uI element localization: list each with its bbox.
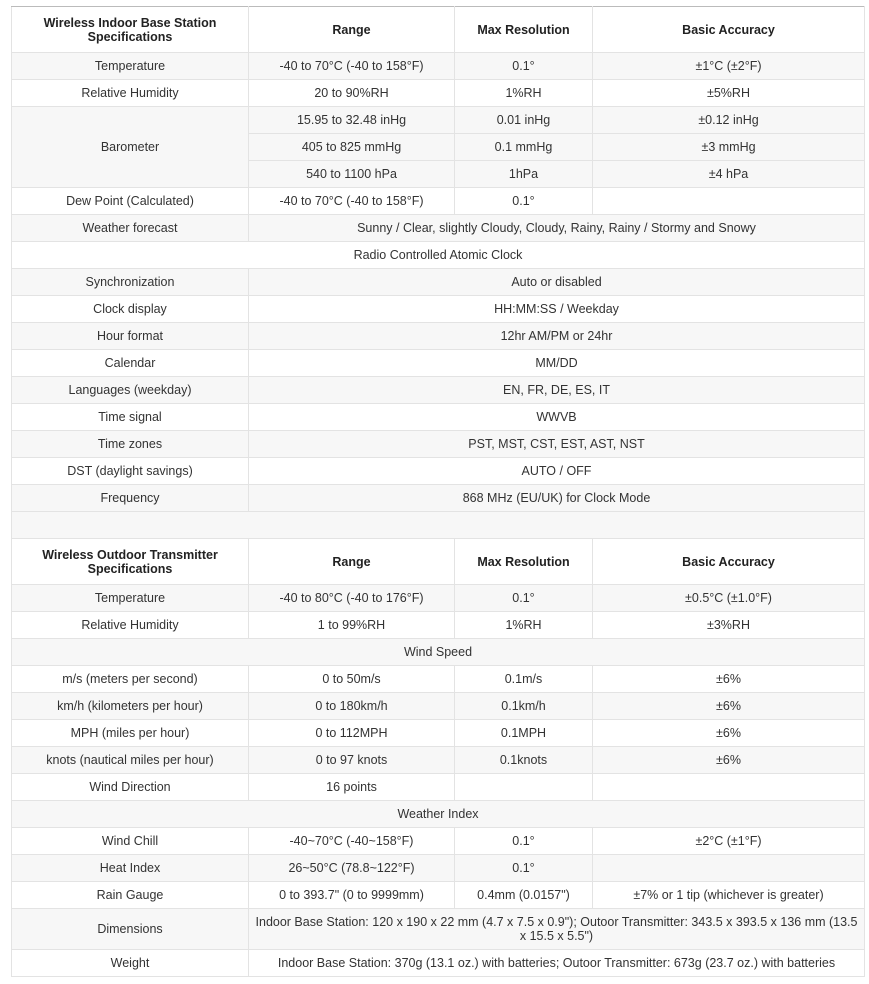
range-cell: -40~70°C (-40~158°F) — [249, 828, 455, 855]
specifications-table — [11, 6, 865, 977]
value-cell: Indoor Base Station: 120 x 190 x 22 mm (4.7 x 7.5 x 0.9"); Outoor Transmitter: 343.5 x 393.5 x 136 mm (13.5 x 15.5 x 5.5") — [249, 909, 865, 950]
section-row — [12, 242, 865, 269]
table-row — [12, 350, 865, 377]
value-cell: Auto or disabled — [249, 269, 865, 296]
accuracy-cell: ±2°C (±1°F) — [593, 828, 865, 855]
section-row — [12, 801, 865, 828]
row-label: Temperature — [12, 585, 249, 612]
row-label: Dimensions — [12, 909, 249, 950]
table-row — [12, 774, 865, 801]
row-label: m/s (meters per second) — [12, 666, 249, 693]
value-cell: Indoor Base Station: 370g (13.1 oz.) with batteries; Outoor Transmitter: 673g (23.7 oz.) with batteries — [249, 950, 865, 977]
range-header: Range — [249, 7, 455, 53]
value-cell: HH:MM:SS / Weekday — [249, 296, 865, 323]
empty-cell — [12, 512, 865, 539]
table-row — [12, 107, 865, 134]
range-cell: 26~50°C (78.8~122°F) — [249, 855, 455, 882]
accuracy-header: Basic Accuracy — [593, 539, 865, 585]
row-label: Dew Point (Calculated) — [12, 188, 249, 215]
range-cell: 1 to 99%RH — [249, 612, 455, 639]
value-cell: PST, MST, CST, EST, AST, NST — [249, 431, 865, 458]
spec-sheet — [11, 6, 864, 977]
resolution-cell: 0.4mm (0.0157") — [455, 882, 593, 909]
range-cell: 20 to 90%RH — [249, 80, 455, 107]
accuracy-cell — [593, 188, 865, 215]
resolution-cell: 1hPa — [455, 161, 593, 188]
value-cell: EN, FR, DE, ES, IT — [249, 377, 865, 404]
range-cell: 0 to 180km/h — [249, 693, 455, 720]
table-row — [12, 188, 865, 215]
outdoor-title: Wireless Outdoor Transmitter Specifications — [12, 539, 249, 585]
row-label: Weather forecast — [12, 215, 249, 242]
value-cell: MM/DD — [249, 350, 865, 377]
table-row — [12, 747, 865, 774]
accuracy-cell: ±4 hPa — [593, 161, 865, 188]
accuracy-cell: ±3%RH — [593, 612, 865, 639]
range-cell: -40 to 80°C (-40 to 176°F) — [249, 585, 455, 612]
resolution-cell: 0.1° — [455, 585, 593, 612]
row-label: Barometer — [12, 107, 249, 188]
table-row — [12, 458, 865, 485]
outdoor-header-row — [12, 539, 865, 585]
accuracy-cell: ±0.5°C (±1.0°F) — [593, 585, 865, 612]
row-label: Weight — [12, 950, 249, 977]
table-row — [12, 377, 865, 404]
indoor-header-row — [12, 7, 865, 53]
resolution-cell: 0.1MPH — [455, 720, 593, 747]
section-row — [12, 639, 865, 666]
resolution-cell: 0.01 inHg — [455, 107, 593, 134]
table-row — [12, 485, 865, 512]
accuracy-cell: ±6% — [593, 693, 865, 720]
table-row — [12, 585, 865, 612]
table-row — [12, 666, 865, 693]
accuracy-cell: ±7% or 1 tip (whichever is greater) — [593, 882, 865, 909]
range-cell: -40 to 70°C (-40 to 158°F) — [249, 188, 455, 215]
row-label: Relative Humidity — [12, 612, 249, 639]
row-label: Time signal — [12, 404, 249, 431]
accuracy-cell — [593, 855, 865, 882]
table-row — [12, 612, 865, 639]
resolution-cell: 1%RH — [455, 80, 593, 107]
table-row — [12, 950, 865, 977]
range-cell: 0 to 112MPH — [249, 720, 455, 747]
row-label: Relative Humidity — [12, 80, 249, 107]
value-cell: 868 MHz (EU/UK) for Clock Mode — [249, 485, 865, 512]
spacer-row — [12, 512, 865, 539]
accuracy-cell: ±1°C (±2°F) — [593, 53, 865, 80]
row-label: Synchronization — [12, 269, 249, 296]
resolution-cell: 0.1° — [455, 828, 593, 855]
table-row — [12, 828, 865, 855]
accuracy-cell: ±6% — [593, 747, 865, 774]
row-label: Hour format — [12, 323, 249, 350]
row-label: Wind Chill — [12, 828, 249, 855]
row-label: Heat Index — [12, 855, 249, 882]
table-row — [12, 720, 865, 747]
table-row — [12, 882, 865, 909]
table-row — [12, 80, 865, 107]
table-row — [12, 404, 865, 431]
accuracy-header: Basic Accuracy — [593, 7, 865, 53]
resolution-cell: 0.1° — [455, 188, 593, 215]
table-row — [12, 269, 865, 296]
row-label: MPH (miles per hour) — [12, 720, 249, 747]
value-cell: AUTO / OFF — [249, 458, 865, 485]
resolution-cell: 0.1° — [455, 53, 593, 80]
table-row — [12, 296, 865, 323]
row-label: Wind Direction — [12, 774, 249, 801]
accuracy-cell: ±6% — [593, 720, 865, 747]
accuracy-cell: ±0.12 inHg — [593, 107, 865, 134]
table-row — [12, 909, 865, 950]
resolution-cell — [455, 774, 593, 801]
section-title: Weather Index — [12, 801, 865, 828]
value-cell: 12hr AM/PM or 24hr — [249, 323, 865, 350]
indoor-title: Wireless Indoor Base Station Specifications — [12, 7, 249, 53]
resolution-cell: 0.1 mmHg — [455, 134, 593, 161]
resolution-header: Max Resolution — [455, 7, 593, 53]
row-label: Time zones — [12, 431, 249, 458]
range-cell: 0 to 393.7" (0 to 9999mm) — [249, 882, 455, 909]
table-row — [12, 53, 865, 80]
section-title: Radio Controlled Atomic Clock — [12, 242, 865, 269]
row-label: Rain Gauge — [12, 882, 249, 909]
table-row — [12, 215, 865, 242]
row-label: Calendar — [12, 350, 249, 377]
value-cell: WWVB — [249, 404, 865, 431]
table-row — [12, 323, 865, 350]
range-cell: 405 to 825 mmHg — [249, 134, 455, 161]
row-label: km/h (kilometers per hour) — [12, 693, 249, 720]
table-row — [12, 855, 865, 882]
resolution-cell: 0.1m/s — [455, 666, 593, 693]
row-label: Frequency — [12, 485, 249, 512]
value-cell: Sunny / Clear, slightly Cloudy, Cloudy, Rainy, Rainy / Stormy and Snowy — [249, 215, 865, 242]
resolution-cell: 0.1knots — [455, 747, 593, 774]
table-row — [12, 431, 865, 458]
resolution-cell: 0.1° — [455, 855, 593, 882]
section-title: Wind Speed — [12, 639, 865, 666]
range-cell: 0 to 50m/s — [249, 666, 455, 693]
row-label: knots (nautical miles per hour) — [12, 747, 249, 774]
row-label: Temperature — [12, 53, 249, 80]
range-cell: 15.95 to 32.48 inHg — [249, 107, 455, 134]
resolution-cell: 0.1km/h — [455, 693, 593, 720]
resolution-cell: 1%RH — [455, 612, 593, 639]
range-cell: 0 to 97 knots — [249, 747, 455, 774]
row-label: DST (daylight savings) — [12, 458, 249, 485]
accuracy-cell: ±6% — [593, 666, 865, 693]
row-label: Languages (weekday) — [12, 377, 249, 404]
range-cell: 540 to 1100 hPa — [249, 161, 455, 188]
table-row — [12, 693, 865, 720]
accuracy-cell — [593, 774, 865, 801]
accuracy-cell: ±5%RH — [593, 80, 865, 107]
range-header: Range — [249, 539, 455, 585]
range-cell: -40 to 70°C (-40 to 158°F) — [249, 53, 455, 80]
row-label: Clock display — [12, 296, 249, 323]
accuracy-cell: ±3 mmHg — [593, 134, 865, 161]
resolution-header: Max Resolution — [455, 539, 593, 585]
range-cell: 16 points — [249, 774, 455, 801]
